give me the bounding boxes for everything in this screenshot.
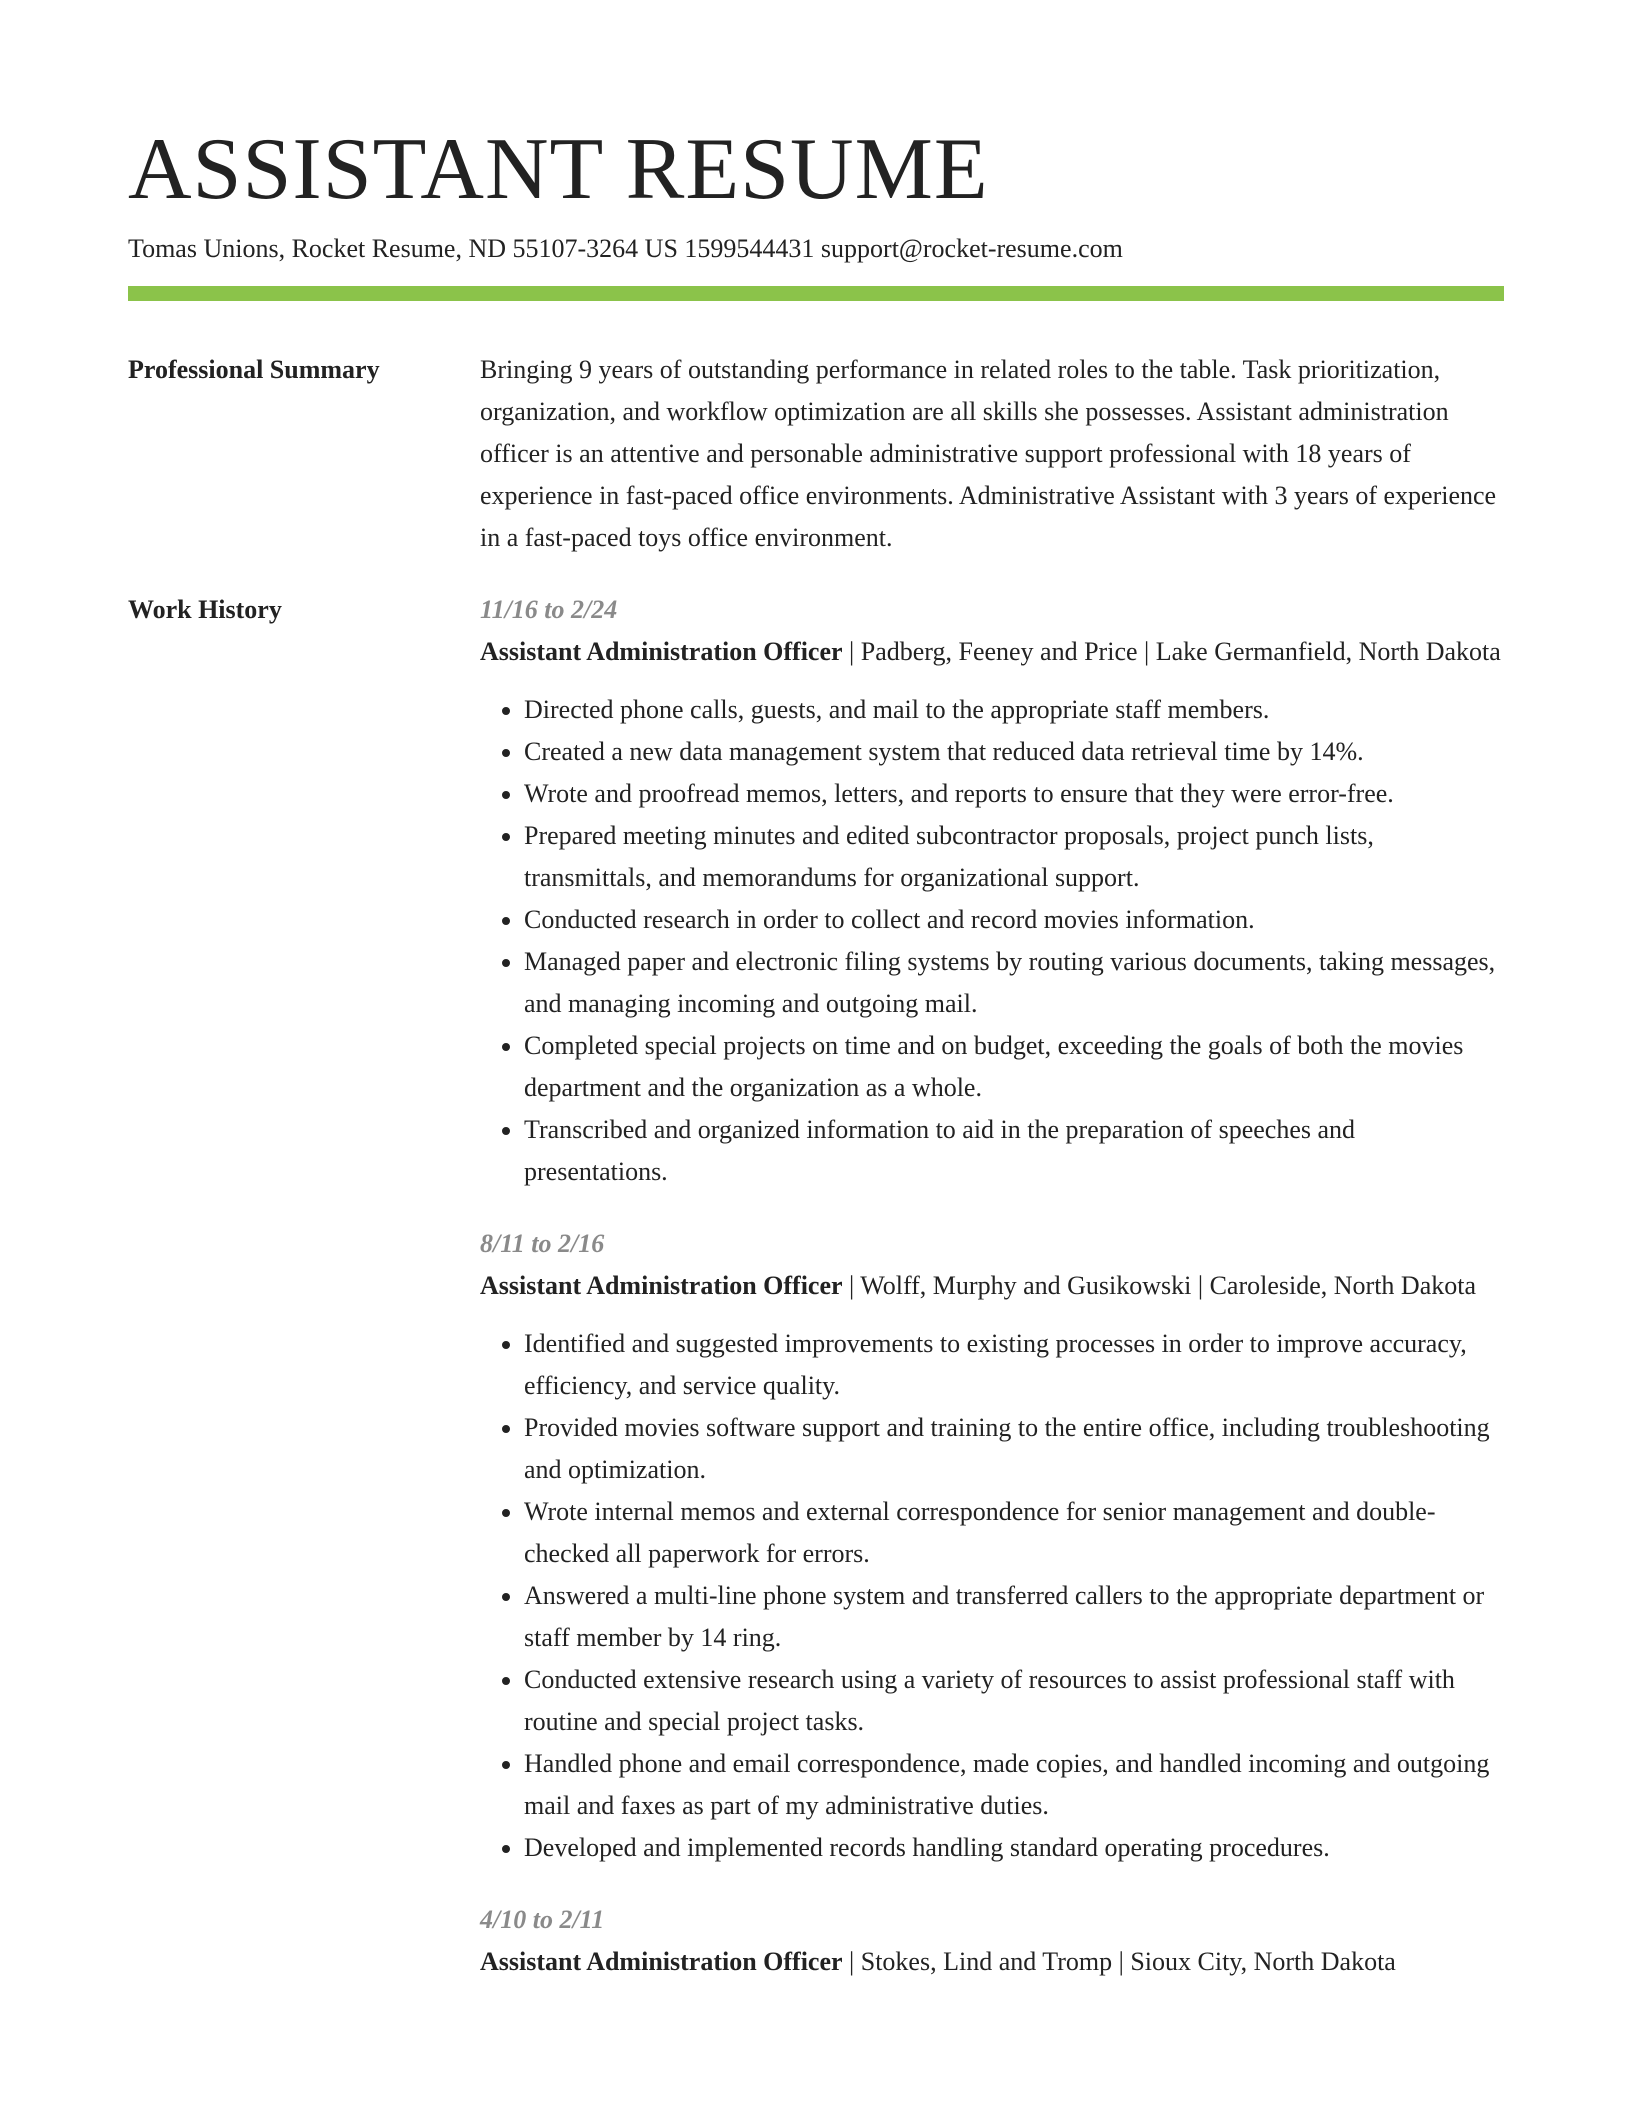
duty-item: • Identified and suggested improvements to existing processes in order to improve accuracy, efficiency, and service quality.: [524, 1323, 1504, 1407]
job-title: Assistant Administration Officer: [480, 637, 843, 666]
section-heading-work-history: Work History: [128, 595, 282, 624]
resume-title: ASSISTANT RESUME: [128, 121, 989, 218]
duty-item: • Wrote and proofread memos, letters, and reports to ensure that they were error-free.: [524, 773, 1504, 815]
professional-summary-section: [128, 349, 1504, 559]
duty-item: • Transcribed and organized information to aid in the preparation of speeches and presentations.: [524, 1109, 1504, 1193]
duty-item: • Directed phone calls, guests, and mail to the appropriate staff members.: [524, 689, 1504, 731]
job-employer-location: | Wolff, Murphy and Gusikowski | Caroleside, North Dakota: [842, 1271, 1476, 1300]
summary-text: Bringing 9 years of outstanding performance in related roles to the table. Task prioritization, organization, and workflow optimization are all skills she possesses. Assistant administration officer is an attentive and personable administrative support professional with 18 years of experience in fast-paced office environments. Administrative Assistant with 3 years of experience in a fast-paced toys office environment.: [480, 355, 1497, 552]
job-heading: [480, 1265, 1504, 1307]
duty-item: • Handled phone and email correspondence, made copies, and handled incoming and outgoing mail and faxes as part of my administrative duties.: [524, 1743, 1504, 1827]
duty-item: • Prepared meeting minutes and edited subcontractor proposals, project punch lists, transmittals, and memorandums for organizational support.: [524, 815, 1504, 899]
duty-item: • Answered a multi-line phone system and transferred callers to the appropriate department or staff member by 14 ring.: [524, 1575, 1504, 1659]
job-employer-location: | Stokes, Lind and Tromp | Sioux City, North Dakota: [842, 1947, 1396, 1976]
duty-item: • Managed paper and electronic filing systems by routing various documents, taking messages, and managing incoming and outgoing mail.: [524, 941, 1504, 1025]
duty-item: • Created a new data management system that reduced data retrieval time by 14%.: [524, 731, 1504, 773]
job-title: Assistant Administration Officer: [480, 1947, 843, 1976]
section-heading-summary: Professional Summary: [128, 355, 380, 384]
accent-divider: [128, 286, 1504, 301]
duty-item: • Wrote internal memos and external correspondence for senior management and double-checked all paperwork for errors.: [524, 1491, 1504, 1575]
job-dates: 11/16 to 2/24: [480, 595, 618, 624]
duty-item: • Completed special projects on time and on budget, exceeding the goals of both the movies department and the organization as a whole.: [524, 1025, 1504, 1109]
job-dates: 4/10 to 2/11: [480, 1905, 605, 1934]
job-title: Assistant Administration Officer: [480, 1271, 843, 1300]
duty-item: • Developed and implemented records handling standard operating procedures.: [524, 1827, 1504, 1869]
resume-body: [128, 349, 1504, 2043]
job-employer-location: | Padberg, Feeney and Price | Lake Germanfield, North Dakota: [842, 637, 1501, 666]
duty-item: • Conducted research in order to collect and record movies information.: [524, 899, 1504, 941]
work-history-list: [480, 589, 1504, 2013]
work-history-section: [128, 589, 1504, 2013]
job-duties-list: [480, 1323, 1504, 1869]
job-heading: [480, 1941, 1504, 1983]
job-entry: [480, 589, 1504, 1193]
job-heading: [480, 631, 1504, 673]
contact-line: Tomas Unions, Rocket Resume, ND 55107-3264 US 1599544431 support@rocket-resume.com: [128, 234, 1123, 263]
job-duties-list: [480, 689, 1504, 1193]
job-entry: [480, 1223, 1504, 1869]
duty-item: • Conducted extensive research using a variety of resources to assist professional staff with routine and special project tasks.: [524, 1659, 1504, 1743]
job-dates: 8/11 to 2/16: [480, 1229, 605, 1258]
duty-item: • Provided movies software support and training to the entire office, including troubleshooting and optimization.: [524, 1407, 1504, 1491]
job-entry: [480, 1899, 1504, 1983]
